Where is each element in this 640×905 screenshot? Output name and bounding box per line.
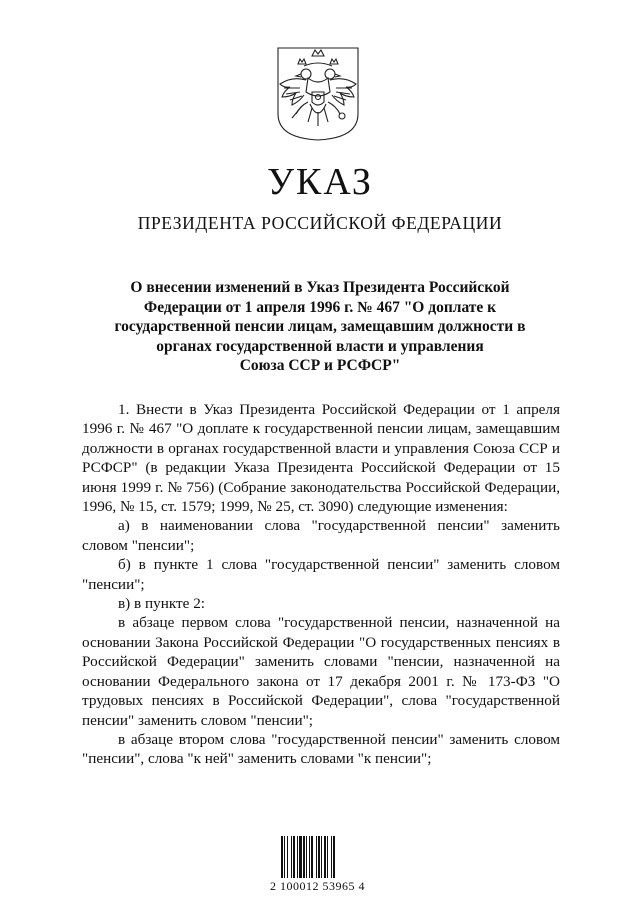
document-title: УКАЗ [267, 161, 373, 203]
body-paragraph: в) в пункте 2: [118, 595, 206, 613]
document-subtitle: ПРЕЗИДЕНТА РОССИЙСКОЙ ФЕДЕРАЦИИ [137, 213, 503, 233]
heading-line: Федерации от 1 апреля 1996 г. № 467 "О доплате к [143, 298, 497, 316]
body-paragraph: а) в наименовании слова "государственной пенсии" заменить словом "пенсии"; [82, 517, 560, 554]
heading-line: О внесении изменений в Указ Президента Российской [130, 279, 510, 296]
heading-line: государственной пенсии лицам, замещавшим должности в [114, 318, 526, 335]
coat-of-arms-icon [274, 46, 362, 142]
body-paragraph: б) в пункте 1 слова "государственной пенсии" заменить словом "пенсии"; [82, 556, 560, 593]
heading-line: Союза ССР и РСФСР" [239, 357, 401, 374]
body-paragraph: в абзаце втором слова "государственной пенсии" заменить словом "пенсии", слова "к ней" заменить словами "к пенсии"; [82, 730, 560, 768]
heading-line: органах государственной власти и управления [156, 337, 484, 355]
barcode-icon [280, 836, 350, 878]
document-body [82, 400, 560, 769]
body-paragraph: в абзаце первом слова "государственной пенсии, назначенной на основании Закона Российской Федерации "О государственных пенсиях в Российской Федерации" заменить словами "пенсии, назначенной на основании Федерального закона от 17 декабря 2001 г. № 173-ФЗ "О трудовых пенсиях в Российской Федерации", слова "государственной пенсии" заменить словом "пенсии"; [82, 614, 560, 729]
barcode-number: 2 100012 53965 4 [270, 879, 365, 893]
document-heading [100, 278, 540, 376]
body-paragraph: 1. Внести в Указ Президента Российской Федерации от 1 апреля 1996 г. № 467 "О доплате к государственной пенсии лицам, замещавшим должности в органах государственной власти и управления Союза ССР и РСФСР" (в редакции Указа Президента Российской Федерации от 15 июня 1999 г. № 756) (Собрание законодательства Российской Федерации, 1996, № 15, ст. 1579; 1999, № 25, ст. 3090) следующие изменения: [82, 401, 560, 516]
